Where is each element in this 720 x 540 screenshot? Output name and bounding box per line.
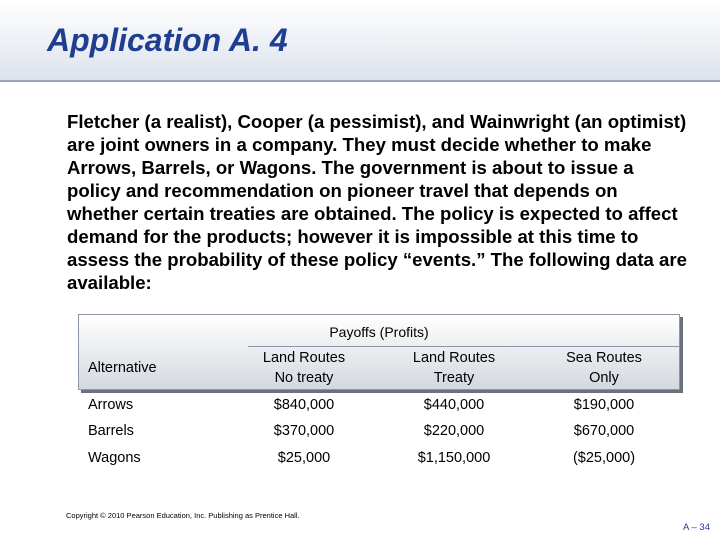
- column-header-line1: Sea Routes: [566, 350, 642, 366]
- page-number: A – 34: [683, 522, 710, 533]
- row-label-barrels: Barrels: [88, 423, 134, 439]
- copyright-notice: Copyright © 2010 Pearson Education, Inc. Publishing as Prentice Hall.: [66, 511, 300, 520]
- column-header-no-treaty: [234, 348, 374, 388]
- column-header-line1: Land Routes: [412, 350, 496, 366]
- row-label-wagons: Wagons: [88, 450, 141, 466]
- table-cell: $370,000: [273, 423, 335, 439]
- payoffs-group-header: Payoffs (Profits): [329, 324, 429, 340]
- alternative-header: Alternative: [88, 360, 157, 376]
- table-cell: $840,000: [273, 397, 335, 413]
- table-cell: $220,000: [423, 423, 485, 439]
- table-cell: $440,000: [423, 397, 485, 413]
- column-header-line2: No treaty: [274, 370, 334, 386]
- column-header-line1: Land Routes: [262, 350, 346, 366]
- slide-title: Application A. 4: [47, 22, 288, 58]
- table-cell: $25,000: [277, 450, 331, 466]
- column-header-line2: Only: [589, 370, 619, 386]
- column-header-treaty: [384, 348, 524, 388]
- table-cell: $670,000: [573, 423, 635, 439]
- table-cell: $190,000: [573, 397, 635, 413]
- column-header-line2: Treaty: [433, 370, 475, 386]
- row-label-arrows: Arrows: [88, 397, 134, 413]
- table-cell: ($25,000): [572, 450, 636, 466]
- problem-paragraph: Fletcher (a realist), Cooper (a pessimist), and Wainwright (an optimist) are joint owners in a company. They must decide whether to make Arrows, Barrels, or Wagons. The government is about to issue a policy and recommendation on pioneer travel that depends on whether certain treaties are obtained. The policy is expected to affect demand for the products; however it is impossible at this time to assess the probability of these policy “events.” The following data are available:: [67, 111, 687, 293]
- column-header-sea-routes: [534, 348, 674, 388]
- table-cell: $1,150,000: [417, 450, 491, 466]
- title-divider: [0, 80, 720, 82]
- header-divider: [248, 346, 680, 347]
